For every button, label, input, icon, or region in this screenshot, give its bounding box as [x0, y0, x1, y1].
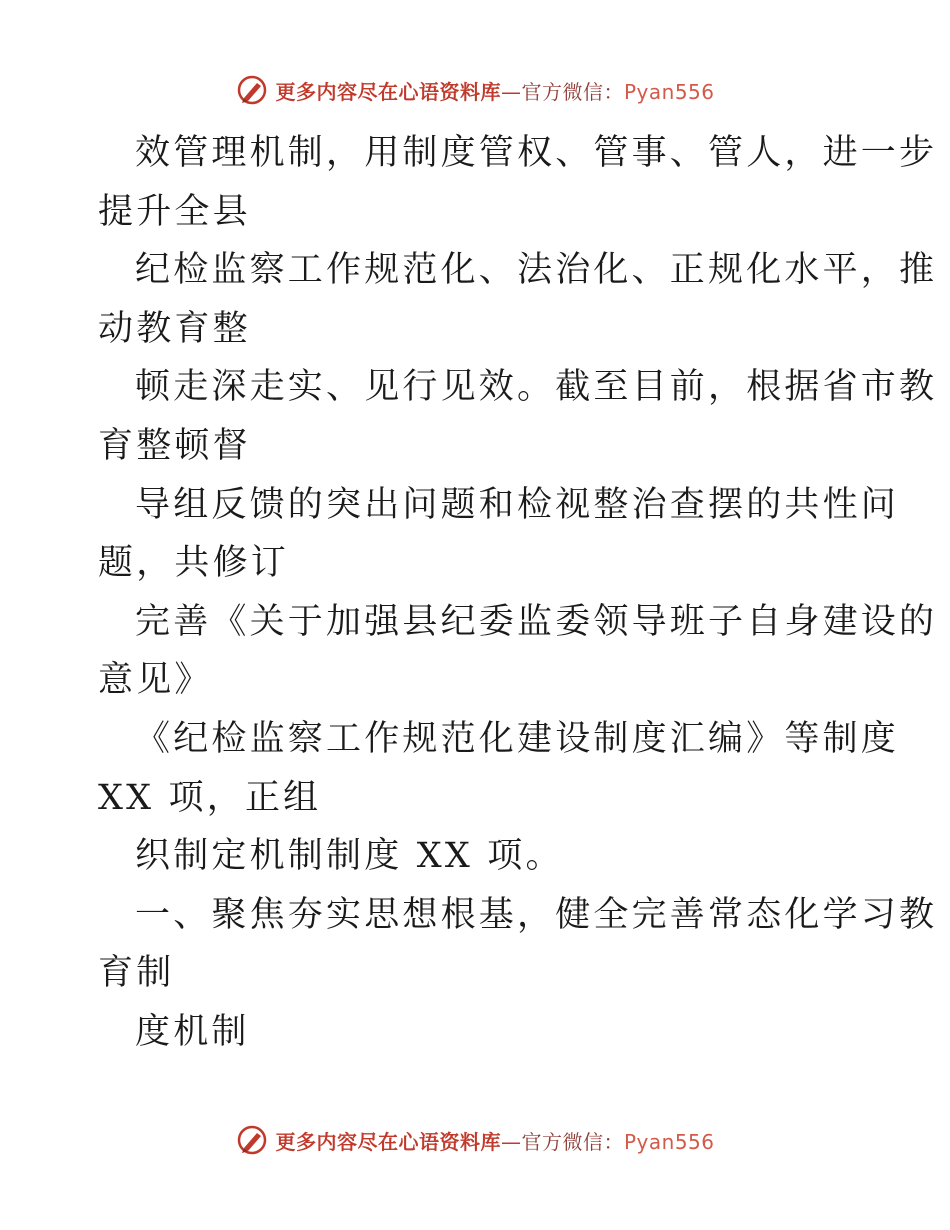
text-line: 完善《关于加强县纪委监委领导班子自身建设的 [135, 601, 938, 642]
pen-logo-icon [235, 73, 269, 107]
watermark-text [275, 1126, 714, 1155]
watermark-header [0, 70, 950, 110]
section-heading-line: 一、聚焦夯实思想根基，健全完善常态化学习教 [135, 894, 938, 935]
watermark-text [275, 76, 714, 105]
text-line: 提升全县 [98, 191, 251, 232]
watermark-main: 更多内容尽在心语资料库 [275, 1129, 501, 1154]
watermark-id: Pyan556 [623, 79, 715, 104]
watermark-id: Pyan556 [623, 1129, 715, 1154]
text-line: 效管理机制，用制度管权、管事、管人，进一步 [135, 133, 938, 173]
watermark-main: 更多内容尽在心语资料库 [275, 79, 501, 104]
watermark-sub: 官方微信： [521, 79, 624, 104]
text-line: XX 项，正组 [98, 777, 322, 818]
watermark-sub: 官方微信： [521, 1129, 624, 1154]
text-line: 《纪检监察工作规范化建设制度汇编》等制度 [135, 718, 900, 759]
section-heading-line: 度机制 [135, 1011, 250, 1052]
document-body [98, 124, 938, 1062]
pen-logo-icon [235, 1123, 269, 1157]
text-line: 意见》 [98, 660, 213, 701]
section-heading-line: 育制 [98, 953, 175, 994]
text-line: 顿走深走实、见行见效。截至目前，根据省市教 [135, 367, 938, 408]
text-line: 织制定机制制度 XX 项。 [135, 836, 564, 877]
watermark-dash: — [500, 1129, 522, 1154]
text-line: 动教育整 [98, 308, 251, 349]
watermark-footer [0, 1120, 950, 1160]
watermark-dash: — [500, 79, 522, 104]
text-line: 导组反馈的突出问题和检视整治查摆的共性问 [135, 484, 900, 525]
text-line: 育整顿督 [98, 425, 251, 466]
text-line: 题，共修订 [98, 543, 290, 584]
text-line: 纪检监察工作规范化、法治化、正规化水平，推 [135, 250, 938, 291]
